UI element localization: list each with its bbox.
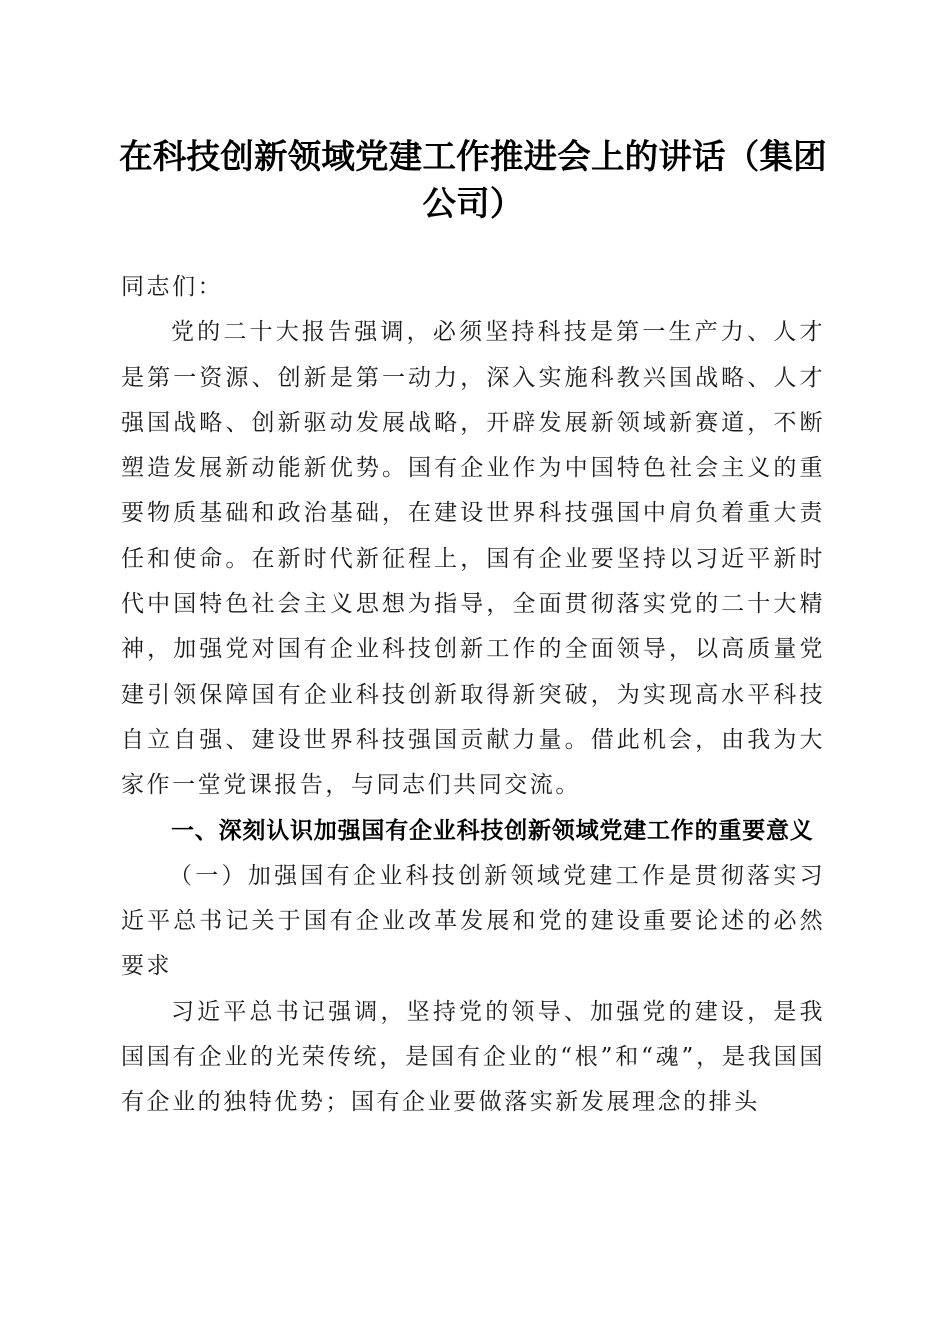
- section-heading-1: 一、深刻认识加强国有企业科技创新领域党建工作的重要意义: [171, 817, 814, 844]
- subsection-heading-1-1: （一）加强国有企业科技创新领域党建工作是贯彻落实习近平总书记关于国有企业改革发展和党的建设重要论述的必然要求: [121, 862, 825, 980]
- body-paragraph-1: 党的二十大报告强调，必须坚持科技是第一生产力、人才是第一资源、创新是第一动力，深入实施科教兴国战略、人才强国战略、创新驱动发展战略，开辟发展新领域新赛道，不断塑造发展新动能新优势。国有企业作为中国特色社会主义的重要物质基础和政治基础，在建设世界科技强国中肩负着重大责任和使命。在新时代新征程上，国有企业要坚持以习近平新时代中国特色社会主义思想为指导，全面贯彻落实党的二十大精神，加强党对国有企业科技创新工作的全面领导，以高质量党建引领保障国有企业科技创新取得新突破，为实现高水平科技自立自强、建设世界科技强国贡献力量。借此机会，由我为大家作一堂党课报告，与同志们共同交流。: [121, 319, 825, 799]
- document-title: 在科技创新领域党建工作推进会上的讲话（集团公司）: [119, 137, 827, 223]
- body-paragraph-2: 习近平总书记强调，坚持党的领导、加强党的建设，是我国国有企业的光荣传统，是国有企业的“根”和“魂”，是我国国有企业的独特优势；国有企业要做落实新发展理念的排头: [121, 998, 825, 1116]
- document-body: [121, 265, 825, 1126]
- salutation: 同志们：: [121, 274, 224, 300]
